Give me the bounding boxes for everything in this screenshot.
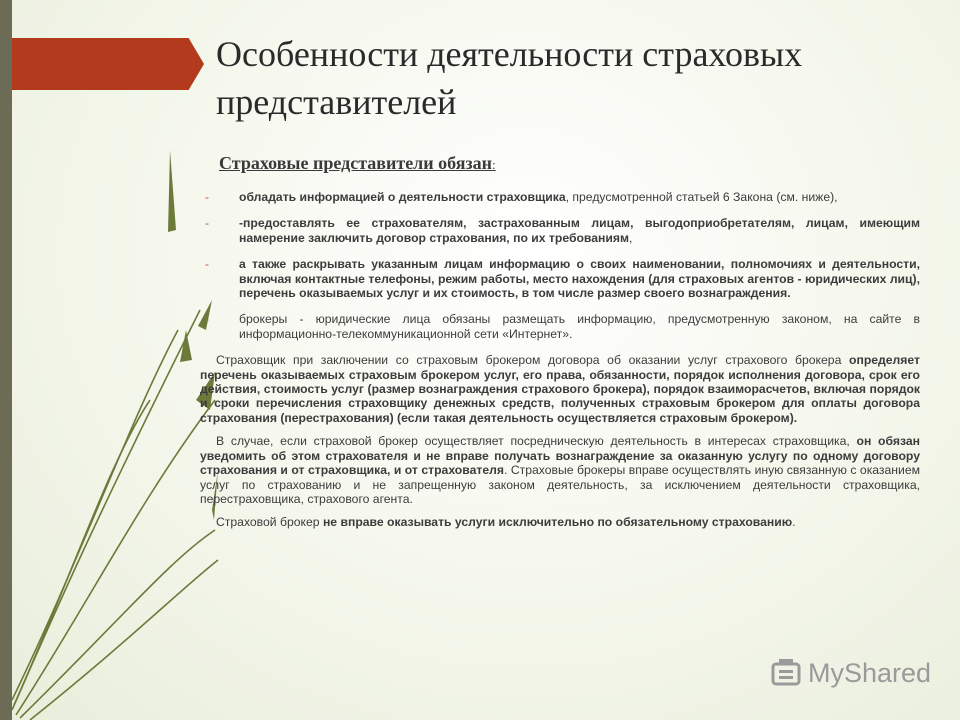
- obligations-list: [200, 190, 920, 341]
- list-dash: -: [205, 312, 210, 327]
- section-subtitle: [219, 153, 496, 174]
- list-item: [200, 257, 920, 300]
- paragraph-intermediary-activity: [200, 434, 920, 506]
- paragraph-text: Страховщик при заключении со страховым брокером договора об оказании услуг страхового брокера: [216, 353, 850, 368]
- paragraph-bold-text: определяет перечень оказываемых страховым брокером услуг, его права, обязанности, порядок исполнения договора, срок его действия, стоимость услуг (размер вознаграждения страхового брокера), порядок взаиморасчетов, включая порядок и сроки перечисления страховщику денежных средств, полученных страховым брокером для оплаты договора страхования (перестрахования) (если такая деятельность осуществляется страховым брокером).: [200, 353, 920, 425]
- list-item-text: ,: [629, 230, 633, 245]
- list-item-text: брокеры - юридические лица обязаны размещать информацию, предусмотренную законом, на сайте в информационно-телекоммуникационной сети «Интернет».: [239, 312, 920, 341]
- myshared-watermark: [770, 656, 931, 690]
- paragraph-text: . Страховые брокеры вправе осуществлять иную связанную с оказанием услуг по страхованию и не запрещенную законом деятельность, за исключением деятельности страховщика, перестраховщика, страхового агента.: [200, 463, 920, 506]
- myshared-logo-icon: [770, 656, 804, 690]
- decorative-grass-lines: [0, 0, 230, 720]
- slide-title: [216, 30, 936, 126]
- list-dash: -: [205, 216, 210, 231]
- list-item-bold-text: -предоставлять ее страхователям, застрахованным лицам, выгодоприобретателям, лицам, имеющим намерение заключить договор страхования, по их требованиям: [239, 216, 920, 245]
- list-item: [200, 216, 920, 245]
- slide-title-line-1: Особенности деятельности страховых: [216, 34, 803, 74]
- list-dash: -: [205, 190, 210, 204]
- list-item: [200, 312, 920, 341]
- paragraph-text: Страховой брокер: [216, 515, 323, 530]
- watermark-text: MyShared: [808, 657, 932, 688]
- slide-body: [200, 190, 920, 539]
- paragraph-text: В случае, если страховой брокер осуществляет посредническую деятельность в интересах страховщика,: [216, 434, 857, 449]
- list-item: [200, 190, 920, 204]
- list-item-bold-text: а также раскрывать указанным лицам информацию о своих наименовании, полномочиях и деятельности, включая контактные телефоны, режим работы, место нахождения (для страховых агентов - юридических лиц), перечень оказываемых услуг и их стоимость, в том числе размер своего вознаграждения.: [239, 257, 920, 301]
- paragraph-bold-text: он обязан уведомить об этом страхователя и не вправе получать вознаграждение за оказанную услугу по одному договору страхования и от страховщика, и от страхователя: [200, 434, 920, 478]
- list-item-bold-text: обладать информацией о деятельности страховщика: [239, 190, 566, 204]
- paragraph-broker-contract: [200, 353, 920, 425]
- paragraph-text: .: [792, 515, 796, 530]
- list-item-text: , предусмотренной статьей 6 Закона (см. ниже),: [565, 190, 838, 204]
- subtitle-colon: :: [492, 157, 496, 172]
- paragraph-compulsory-insurance: [200, 515, 920, 529]
- list-dash: -: [205, 257, 210, 272]
- slide-title-line-2: представителей: [216, 82, 457, 122]
- subtitle-text: Страховые представители обязан: [219, 153, 493, 173]
- paragraph-bold-text: не вправе оказывать услуги исключительно по обязательному страхованию: [322, 515, 793, 530]
